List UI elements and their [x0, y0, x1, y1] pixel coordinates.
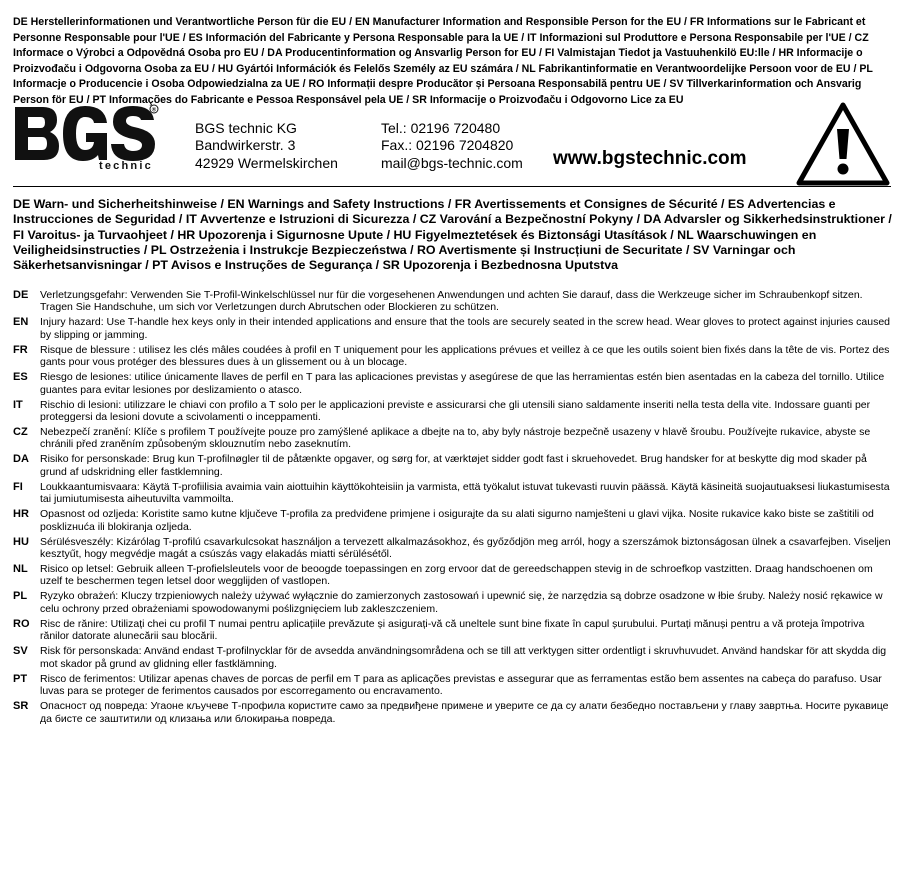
company-website[interactable]: www.bgstechnic.com	[553, 148, 747, 169]
warning-entry-hu	[13, 536, 891, 561]
bgs-logo-mark	[13, 103, 161, 171]
language-code: HU	[13, 535, 29, 548]
warning-entry-fr	[13, 344, 891, 369]
language-code: DA	[13, 453, 29, 466]
warning-entry-pt	[13, 673, 891, 698]
company-city: 42929 Wermelskirchen	[195, 154, 338, 171]
language-code: PL	[13, 590, 28, 603]
warning-text: Loukkaantumisvaara: Käytä T-profiilisia avaimia vain aiottuihin käyttökohteisiin ja varmista, että työkalut istuvat tukevasti ruuvin päässä. Käytä käsineitä suojautuaksesi liukastumisesta tai jumiutumisesta aiheutuvilta vammoilta.	[40, 480, 890, 506]
warning-text: Risk för personskada: Använd endast T-profilnycklar för de avsedda användningsområdena och se till att verktygen sitter ordentligt i skruvhuvudet. Använd handskar för att skydda dig mot skador på grund av glidning eller fastklämning.	[40, 645, 887, 670]
warning-text: Rischio di lesioni: utilizzare le chiavi con profilo a T solo per le applicazioni previste e assicurarsi che gli utensili siano saldamente inseriti nella testa della vite. Indossare guanti per proteggersi da lesioni dovute a scivolamenti o inceppamenti.	[40, 398, 871, 424]
bgs-logo	[13, 103, 161, 171]
warning-text: Risque de blessure : utilisez les clés mâles coudées à profil en T uniquement pour les applications prévues et veillez à ce que les outils soient bien fixés dans la tête de vis. Portez des gants pour vous protéger des blessures dues à un glissement ou à un blocage.	[40, 343, 890, 369]
manufacturer-info-header: DE Herstellerinformationen und Verantwortliche Person für die EU / EN Manufacturer Information and Responsible Person for the EU / FR Informations sur le Fabricant et Personne Responsable pour l'UE / ES Información del Fabricante y Persona Responsable para la UE / IT Informazioni sul Produttore e Persona Responsabile per l'UE / CZ Informace o Výrobci a Odpovědná Osoba pro EU / DA Producentinformation og Ansvarlig Person for EU / FI Valmistajan Tiedot ja Vastuuhenkilö EU:lle / HR Informacije o Proizvođaču i Odgovorna Osoba za EU / HU Gyártói Információk és Felelős Személy az EU számára / NL Fabrikantinformatie en Verantwoordelijke Persoon voor de EU / PL Informacje o Producencie i Osoba Odpowiedzialna za UE / RO Informații despre Producător și Persoana Responsabilă pentru UE / SV Tillverkarinformation och Ansvarig Person för EU / PT Informações do Fabricante e Pessoa Responsável pela UE / SR Informacije o Proizvođaču i Odgovorno Lice za EU	[13, 16, 873, 106]
warning-entry-hr	[13, 508, 891, 533]
company-address	[195, 120, 338, 172]
warning-entries	[13, 289, 891, 728]
warning-entry-nl	[13, 563, 891, 588]
company-name: BGS technic KG	[195, 120, 297, 136]
warnings-header: DE Warn- und Sicherheitshinweise / EN Warnings and Safety Instructions / FR Avertissements et Consignes de Sécurité / ES Advertencias e Instrucciones de Seguridad / IT Avvertenze e Istruzioni di Sicurezza / CZ Varování a Bezpečnostní Pokyny / DA Advarsler og Sikkerhedsinstruktioner / FI Varoitus- ja Turvaohjeet / HR Upozorenja i Sigurnosne Upute / HU Figyelmeztetések és Biztonsági Utasítások / NL Waarschuwingen en Veiligheidsinstructies / PL Ostrzeżenia i Instrukcje Bezpieczeństwa / RO Avertismente și Instrucțiuni de Securitate / SV Varningar och Säkerhetsanvisningar / PT Avisos e Instruções de Segurança / SR Upozorenja i Bezbednosna Uputstva	[13, 197, 892, 273]
warning-entry-en	[13, 316, 891, 341]
language-code: HR	[13, 508, 29, 521]
warning-text: Ryzyko obrażeń: Kluczy trzpieniowych należy używać wyłącznie do zamierzonych zastosowań i upewnić się, że narzędzia są dobrze osadzone w łbie śruby. Należy nosić rękawice w celu ochrony przed obrażeniami spowodowanymi poślizgnięciem lub zakleszczeniem.	[40, 590, 883, 615]
warning-entry-cz	[13, 426, 891, 451]
language-code: RO	[13, 617, 30, 630]
warning-entry-de	[13, 289, 891, 314]
company-fax: Fax.: 02196 7204820	[381, 137, 514, 154]
language-code: SV	[13, 645, 28, 658]
company-mail[interactable]: mail@bgs-technic.com	[381, 154, 523, 171]
warning-text: Sérülésveszély: Kizárólag T-profilú csavarkulcsokat használjon a tervezett alkalmazásokhoz, és győződjön meg arról, hogy a szerszámok biztonságosan ülnek a csavarfejben. Viseljen kesztyűt, hogy megvédje magát a csúszás vagy elakadás miatti sérülésétől.	[40, 535, 891, 561]
warning-text: Injury hazard: Use T-handle hex keys only in their intended applications and ensure that the tools are securely seated in the screw head. Wear gloves to protect against injuries caused by slipping or jamming.	[40, 316, 891, 341]
warning-entry-da	[13, 453, 891, 478]
warning-entry-es	[13, 371, 891, 396]
company-tel: Tel.: 02196 720480	[381, 120, 501, 136]
warning-entry-pl	[13, 590, 891, 615]
warning-text: Risco de ferimentos: Utilizar apenas chaves de porcas de perfil em T para as aplicações previstas e assegurar que as ferramentas estão bem assentes na cabeça do parafuso. Usar luvas para se proteger de ferimentos causados por escorregamento ou encravamento.	[40, 672, 882, 698]
language-code: IT	[13, 398, 23, 411]
language-code: FR	[13, 343, 28, 356]
language-code: EN	[13, 316, 29, 329]
warning-entry-it	[13, 399, 891, 424]
warning-text: Verletzungsgefahr: Verwenden Sie T-Profil-Winkelschlüssel nur für die vorgesehenen Anwendungen und achten Sie darauf, dass die Werkzeuge sicher im Schraubenkopf sitzen. Tragen Sie Handschuhe, um sich vor Verletzungen durch Abrutschen oder Blockieren zu schützen.	[40, 289, 863, 314]
warning-entry-sr	[13, 700, 891, 725]
language-code: FI	[13, 480, 23, 493]
warning-entry-sv	[13, 645, 891, 670]
warning-text: Riesgo de lesiones: utilice únicamente llaves de perfil en T para las aplicaciones previstas y asegúrese de que las herramientas estén bien asentadas en la cabeza del tornillo. Utilice guantes para evitar lesiones por deslizamiento o atasco.	[40, 371, 885, 396]
logo-subtitle: technic	[99, 160, 153, 171]
registered-mark: ®	[151, 107, 157, 114]
language-code: ES	[13, 371, 28, 384]
warning-triangle-icon	[795, 101, 891, 192]
language-code: DE	[13, 289, 29, 301]
company-contact	[381, 120, 523, 172]
warning-text: Risiko for personskade: Brug kun T-profilnøgler til de påtænkte opgaver, og sørg for, at værktøjet sidder godt fast i skruehovedet. Brug handsker for at beskytte dig mod skader på grund af udskridning eller fastklemning.	[40, 453, 867, 478]
warning-entry-ro	[13, 618, 891, 643]
warning-text: Nebezpečí zranění: Klíče s profilem T používejte pouze pro zamýšlené aplikace a dbejte na to, aby byly nástroje bezpečně usazeny v hlavě šroubu. Používejte rukavice, abyste se chránili před zraněním způsobeným sklouznutím nebo zaseknutím.	[40, 426, 871, 451]
language-code: NL	[13, 563, 28, 576]
language-code: SR	[13, 700, 29, 713]
warning-text: Opasnost od ozljeda: Koristite samo kutne ključeve T-profila za predviđene primjene i osigurajte da su alati sigurno namješteni u glavi vijka. Nosite rukavice kako biste se zaštitili od posklizнuća ili blokiranja ozljeda.	[40, 508, 874, 533]
company-street: Bandwirkerstr. 3	[195, 137, 296, 154]
language-code: CZ	[13, 426, 28, 439]
language-code: PT	[13, 672, 28, 685]
section-divider	[13, 186, 891, 187]
warning-text: Risico op letsel: Gebruik alleen T-profielsleutels voor de beoogde toepassingen en zorg ervoor dat de gereedschappen stevig in de schroefkop vastzitten. Draag handschoenen om uzelf te beschermen tegen letsel door wegglijden of vastlopen.	[40, 563, 873, 588]
warning-text: Risc de rănire: Utilizați chei cu profil T numai pentru aplicațiile prevăzute și asigurați-vă că uneltele sunt bine fixate în capul șurubului. Purtați mănuși pentru a vă proteja împotriva rănilor datorate alunecării sau blocării.	[40, 617, 865, 643]
warning-entry-fi	[13, 481, 891, 506]
warning-text: Опасност од повреда: Угаоне кључеве Т-профила користите само за предвиђене примене и уверите се да су алати безбедно постављени у главу завртња. Носите рукавице да бисте се заштитили од клизања или блокирања повреда.	[40, 700, 889, 725]
